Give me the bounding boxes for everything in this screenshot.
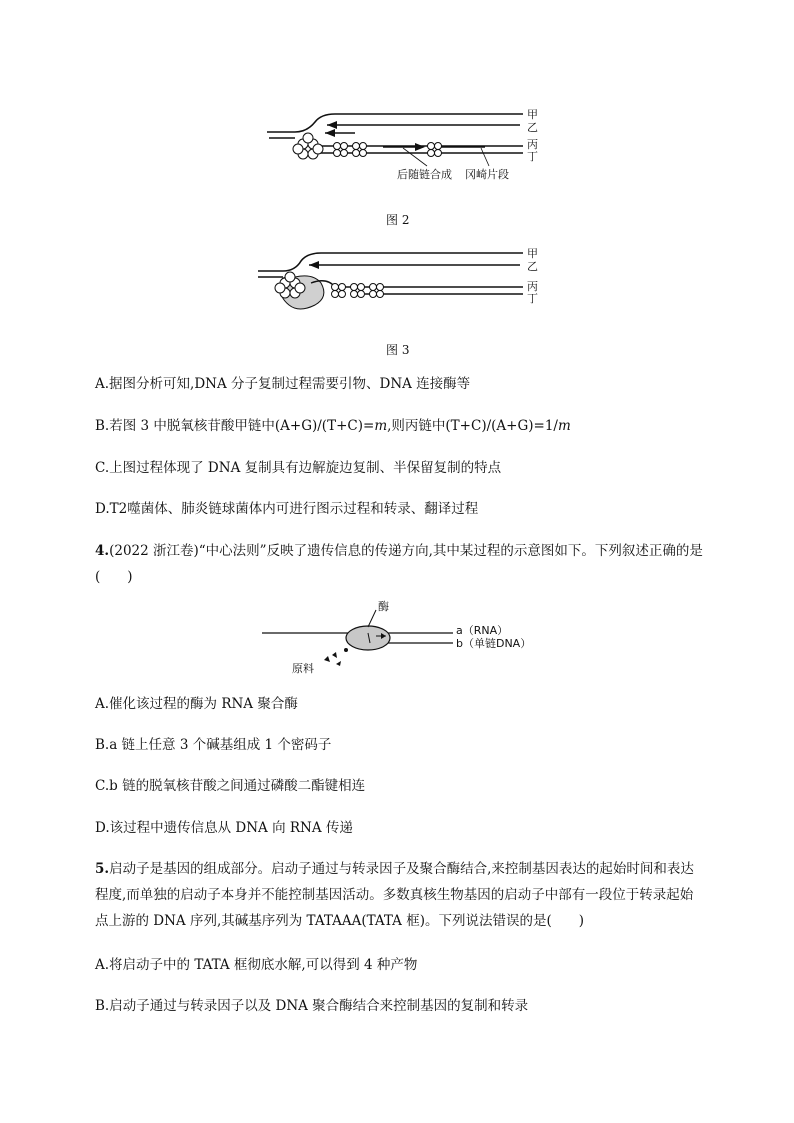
fig2-annot-lagging: 后随链合成 xyxy=(397,168,452,181)
q4-fig-raw-label: 原料 xyxy=(292,662,314,675)
q4-option-a: A.催化该过程的酶为 RNA 聚合酶 xyxy=(95,696,298,712)
q3-option-b xyxy=(95,416,571,436)
fig2-annot-okazaki: 冈崎片段 xyxy=(465,168,509,181)
question-5-number: 5. xyxy=(95,861,110,877)
q4-option-b: B.a 链上任意 3 个碱基组成 1 个密码子 xyxy=(95,737,332,753)
fig3-label-ding: 丁 xyxy=(527,292,538,305)
q3-option-b-var1: m xyxy=(374,418,388,434)
q3-option-b-pre: B.若图 3 中脱氧核苷酸甲链中(A+G)/(T+C)= xyxy=(95,418,375,434)
fig2-label-bing: 丙 xyxy=(527,138,538,151)
question-4-text: (2022 浙江卷)“中心法则”反映了遗传信息的传递方向,其中某过程的示意图如下。下列叙述正确的是( ) xyxy=(95,543,703,585)
q3-option-c: C.上图过程体现了 DNA 复制具有边解旋边复制、半保留复制的特点 xyxy=(95,460,502,476)
q4-fig-b-label: b（单链DNA） xyxy=(456,637,532,650)
fig2-caption: 图 2 xyxy=(386,213,410,227)
q5-option-a: A.将启动子中的 TATA 框彻底水解,可以得到 4 种产物 xyxy=(95,957,418,973)
figure-3-diagram xyxy=(255,245,555,320)
fig3-label-jia: 甲 xyxy=(527,247,538,260)
fig3-label-yi: 乙 xyxy=(527,260,538,273)
fig3-label-bing: 丙 xyxy=(527,280,538,293)
fig3-caption: 图 3 xyxy=(386,343,410,357)
fig2-label-jia: 甲 xyxy=(527,108,538,121)
fig2-label-yi: 乙 xyxy=(527,121,538,134)
question-4-number: 4. xyxy=(95,543,110,559)
question-5-text: 启动子是基因的组成部分。启动子通过与转录因子及聚合酶结合,来控制基因表达的起始时间和表达程度,而单独的启动子本身并不能控制基因活动。多数真核生物基因的启动子中部有一段位于转录起始点上游的 DNA 序列,其碱基序列为 TATAAA(TATA 框)。下列说法错误的是( ) xyxy=(95,861,694,929)
q4-option-d: D.该过程中遗传信息从 DNA 向 RNA 传递 xyxy=(95,820,353,836)
q3-option-a: A.据图分析可知,DNA 分子复制过程需要引物、DNA 连接酶等 xyxy=(95,376,471,392)
q3-option-b-var2: m xyxy=(557,418,571,434)
question-4-stem xyxy=(95,538,705,590)
q4-fig-enzyme-label: 酶 xyxy=(378,600,389,613)
question-4-diagram xyxy=(258,600,558,685)
q4-option-c: C.b 链的脱氧核苷酸之间通过磷酸二酯键相连 xyxy=(95,778,366,794)
q3-option-b-mid: ,则丙链中(T+C)/(A+G)=1/ xyxy=(387,418,558,434)
q5-option-b: B.启动子通过与转录因子以及 DNA 聚合酶结合来控制基因的复制和转录 xyxy=(95,998,529,1014)
figure-2-diagram xyxy=(255,100,555,185)
fig2-label-ding: 丁 xyxy=(527,150,538,163)
q4-fig-a-label: a（RNA） xyxy=(456,624,509,637)
question-5-stem xyxy=(95,856,705,934)
q3-option-d: D.T2噬菌体、肺炎链球菌体内可进行图示过程和转录、翻译过程 xyxy=(95,501,479,517)
